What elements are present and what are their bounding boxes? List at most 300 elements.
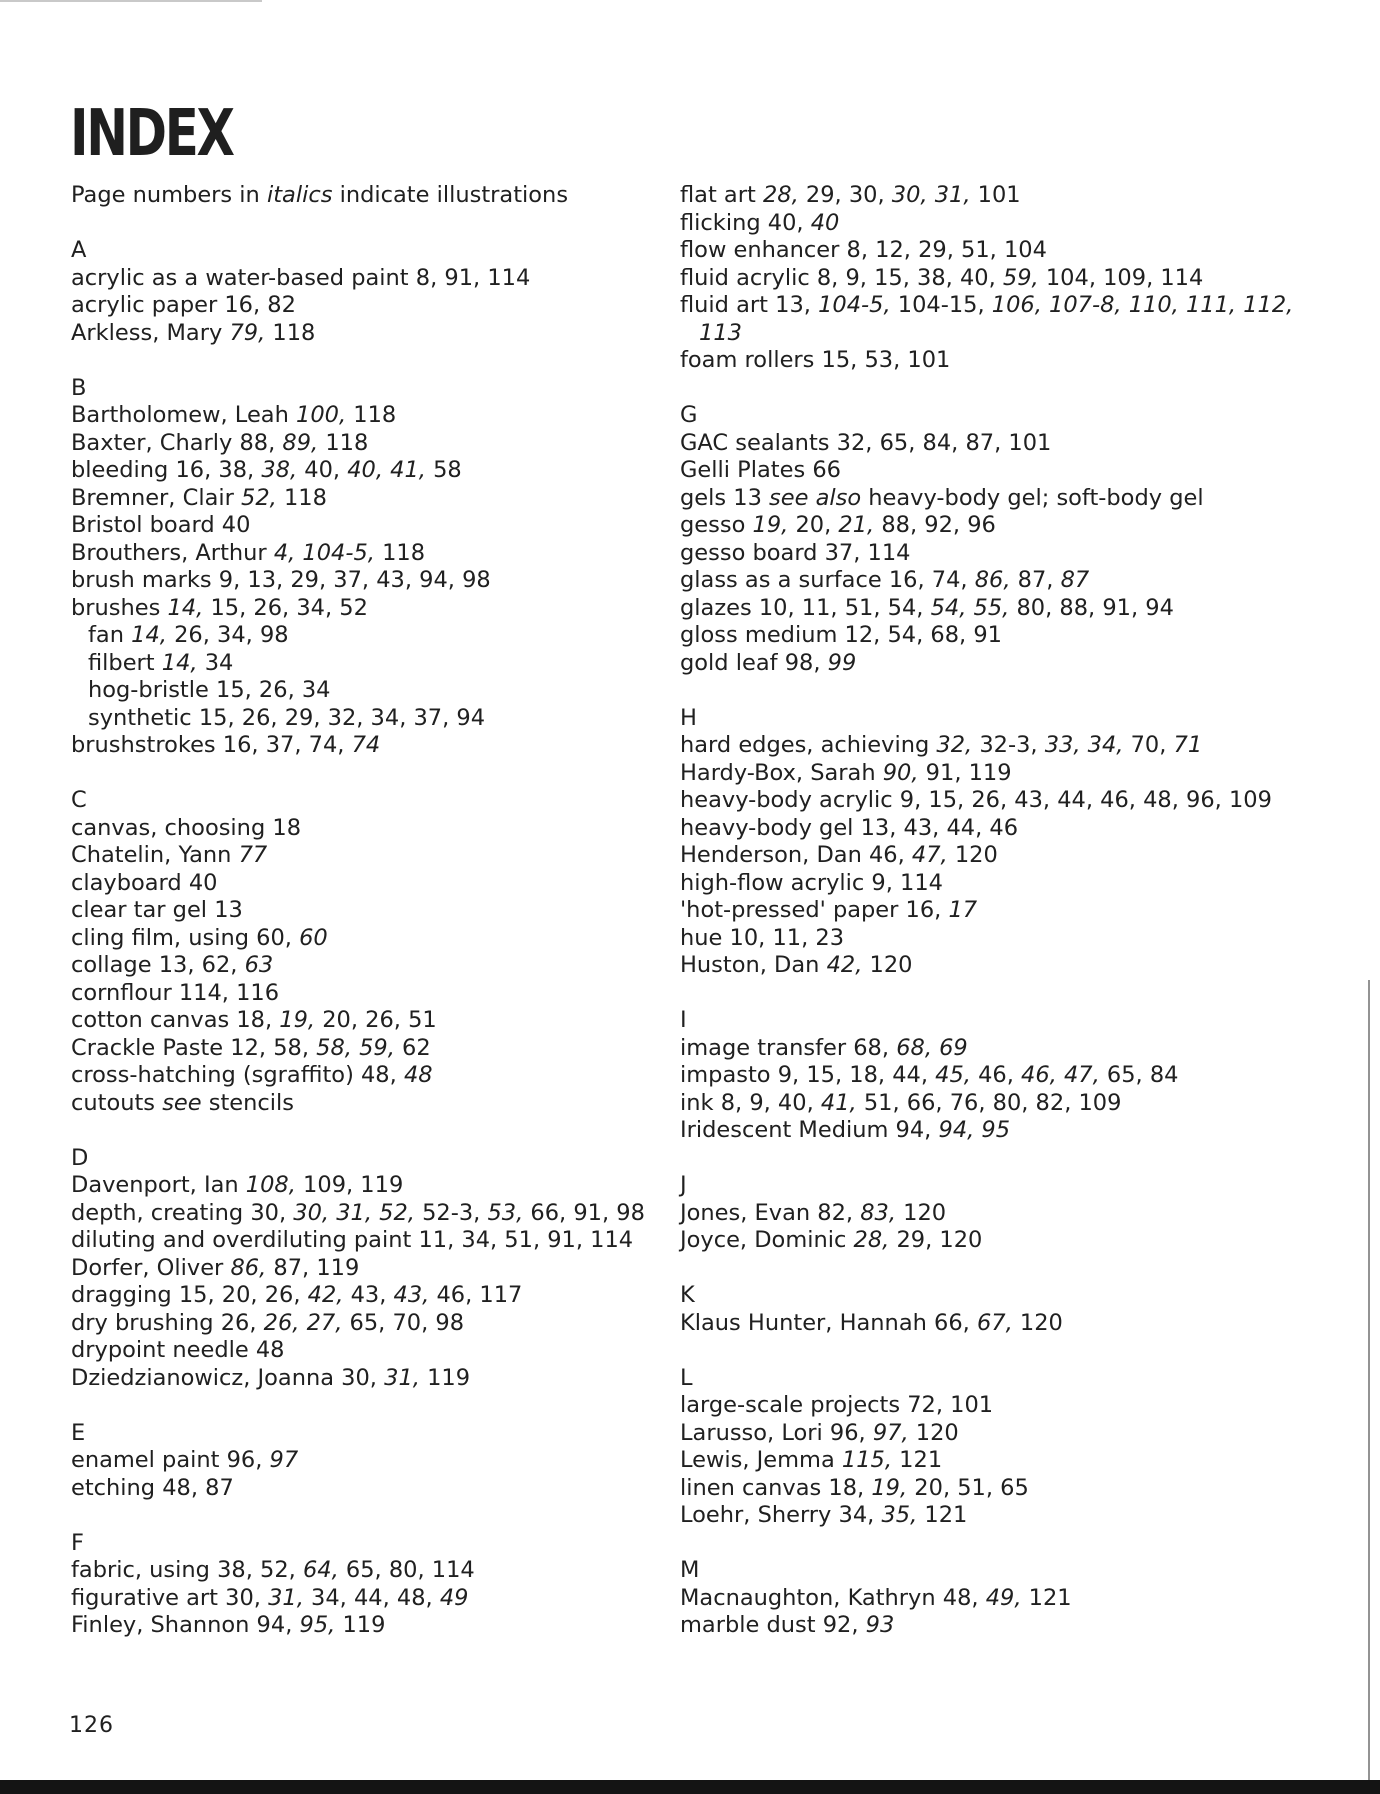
index-column-left — [71, 182, 645, 1640]
section-letter: C — [71, 787, 87, 813]
entry-text: Davenport, Ian — [71, 1172, 246, 1198]
index-subentry — [71, 650, 631, 678]
index-entry — [71, 540, 631, 568]
index-entry — [71, 815, 631, 843]
entry-text: 'hot-pressed' paper 16, — [680, 897, 949, 923]
entry-text: 20, — [788, 512, 839, 538]
index-entry — [680, 1420, 1280, 1448]
entry-text: Crackle Paste 12, 58, — [71, 1034, 317, 1061]
italic-page-ref: 43, — [393, 1282, 430, 1308]
index-entry — [71, 1172, 631, 1200]
entry-text: 32-3, — [972, 732, 1045, 758]
index-section — [680, 1007, 1280, 1145]
entry-text: stencils — [201, 1089, 295, 1116]
italic-page-ref: 40, 41, — [347, 457, 426, 483]
italic-page-ref: 74 — [351, 732, 381, 758]
entry-text: 87, 119 — [266, 1254, 360, 1281]
index-entry — [71, 595, 631, 623]
italic-page-ref: 19, — [871, 1474, 908, 1501]
index-entry — [71, 265, 631, 293]
italic-page-ref: 97 — [269, 1447, 299, 1473]
entry-text: drypoint needle 48 — [71, 1337, 285, 1363]
entry-text: 88, 92, 96 — [874, 512, 996, 538]
index-entry — [680, 952, 1280, 980]
italic-page-ref: 86, — [230, 1254, 267, 1281]
entry-text: fan — [88, 622, 132, 648]
index-entry — [680, 925, 1280, 953]
italic-page-ref: 115, — [841, 1447, 893, 1473]
entry-text: 29, 120 — [889, 1227, 983, 1253]
index-entry — [680, 1062, 1280, 1090]
italic-page-ref: 77 — [238, 842, 268, 868]
index-entry — [71, 1255, 631, 1283]
italic-page-ref: 17 — [948, 897, 978, 923]
entry-text: Chatelin, Yann — [71, 842, 239, 868]
italic-page-ref: 14, — [161, 649, 198, 676]
italic-page-ref: 28, — [762, 182, 799, 208]
entry-text: cotton canvas 18, — [71, 1007, 280, 1033]
index-entry — [71, 402, 631, 430]
page-title: INDEX — [70, 97, 233, 171]
index-subentry — [71, 705, 631, 733]
index-column-right — [680, 182, 1294, 1640]
index-entry — [71, 1612, 631, 1640]
section-letter: G — [680, 402, 698, 428]
entry-text: gold leaf 98, — [680, 649, 828, 676]
entry-text: 20, 51, 65 — [907, 1474, 1029, 1501]
index-entry — [71, 1090, 631, 1118]
index-entry — [680, 1117, 1280, 1145]
index-entry — [680, 732, 1280, 760]
italic-page-ref: 42, — [826, 952, 863, 978]
entry-text: 119 — [419, 1364, 471, 1391]
entry-text: gels 13 — [680, 484, 770, 511]
entry-text: Larusso, Lori 96, — [680, 1419, 873, 1446]
entry-text: impasto 9, 15, 18, 44, — [680, 1062, 936, 1088]
index-entry — [71, 1282, 631, 1310]
italic-page-ref: 14, — [167, 594, 204, 621]
entry-text: linen canvas 18, — [680, 1474, 872, 1501]
index-entry — [680, 1200, 1280, 1228]
entry-text: Gelli Plates 66 — [680, 457, 841, 483]
index-entry — [71, 1447, 631, 1475]
section-letter: I — [680, 1007, 687, 1033]
italic-page-ref: 67, — [976, 1309, 1013, 1336]
entry-text: dry brushing 26, — [71, 1309, 264, 1336]
italic-page-ref: 104-5, — [818, 292, 891, 318]
index-entry — [71, 1365, 631, 1393]
entry-text: cross-hatching (sgraffito) 48, — [71, 1062, 404, 1088]
entry-text: flow enhancer 8, 12, 29, 51, 104 — [680, 237, 1047, 263]
italic-page-ref: 87 — [1060, 567, 1090, 593]
index-entry — [71, 925, 631, 953]
entry-text: Bartholomew, Leah — [71, 402, 296, 428]
index-entry — [680, 265, 1280, 293]
index-entry — [71, 952, 631, 980]
entry-text: 121 — [917, 1502, 968, 1528]
entry-text: 120 — [896, 1199, 947, 1226]
entry-text: 46, — [970, 1062, 1022, 1088]
index-section — [680, 1365, 1280, 1530]
entry-text: enamel paint 96, — [71, 1447, 270, 1473]
italic-page-ref: 54, 55, — [930, 594, 1010, 621]
index-section — [71, 237, 631, 347]
entry-text: 70, — [1123, 732, 1174, 758]
italic-page-ref: 49 — [439, 1584, 469, 1611]
entry-text: heavy-body gel; soft-body gel — [861, 484, 1204, 511]
entry-text: diluting and overdiluting paint 11, 34, 51, 91, 114 — [71, 1227, 634, 1253]
entry-text: bleeding 16, 38, — [71, 457, 262, 483]
index-entry — [71, 1062, 631, 1090]
entry-text: Macnaughton, Kathryn 48, — [680, 1584, 986, 1611]
entry-text: large-scale projects 72, 101 — [680, 1392, 994, 1418]
index-entry — [680, 650, 1280, 678]
entry-text: 121 — [1021, 1584, 1072, 1611]
index-sections-left — [71, 237, 645, 1640]
italic-page-ref: 47, — [911, 842, 948, 868]
entry-text: 118 — [265, 319, 316, 346]
index-sections-right — [680, 182, 1294, 1640]
italic-page-ref: 100, — [296, 402, 347, 428]
entry-text: Dorfer, Oliver — [71, 1254, 231, 1281]
entry-text: fluid art 13, — [680, 292, 819, 318]
entry-text: 118 — [346, 402, 397, 428]
entry-text: Henderson, Dan 46, — [680, 842, 912, 868]
entry-text: 120 — [862, 952, 913, 978]
entry-text: flat art — [680, 182, 763, 208]
index-entry — [680, 815, 1280, 843]
index-subentry — [71, 677, 631, 705]
entry-text: 58 — [425, 457, 462, 483]
entry-text: 118 — [318, 429, 369, 456]
index-entry — [680, 622, 1280, 650]
index-section — [71, 1420, 631, 1503]
entry-text: brush marks 9, 13, 29, 37, 43, 94, 98 — [71, 567, 491, 593]
entry-text: canvas, choosing 18 — [71, 814, 302, 841]
entry-text: 40, — [297, 457, 348, 483]
index-entry — [71, 457, 631, 485]
entry-text: Bristol board 40 — [71, 512, 251, 538]
italic-page-ref: 21, — [838, 512, 875, 538]
index-entry — [680, 1502, 1280, 1530]
index-entry — [680, 485, 1280, 513]
italic-page-ref: 33, 34, — [1044, 732, 1124, 758]
italic-page-ref: 49, — [985, 1584, 1022, 1611]
index-entry — [71, 1199, 645, 1228]
entry-text: 109, 119 — [295, 1172, 404, 1198]
italic-page-ref: 106, 107-8, 110, 111, 112, — [991, 292, 1294, 318]
italic-page-ref: 28, — [853, 1227, 890, 1253]
entry-text: 104, 109, 114 — [1038, 264, 1204, 291]
index-section — [680, 402, 1280, 677]
italic-page-ref: 19, — [279, 1007, 316, 1033]
index-subentry — [71, 622, 631, 650]
top-rule — [0, 0, 262, 2]
index-entry — [680, 760, 1280, 788]
italic-page-ref: 63 — [244, 952, 274, 978]
page-number: 126 — [69, 1713, 114, 1738]
entry-text: Klaus Hunter, Hannah 66, — [680, 1309, 977, 1336]
index-entry — [680, 870, 1280, 898]
entry-text: 46, 117 — [429, 1282, 523, 1308]
entry-text: 65, 84 — [1099, 1062, 1179, 1088]
index-entry — [71, 980, 631, 1008]
index-section — [71, 375, 631, 760]
entry-text: Jones, Evan 82, — [680, 1199, 861, 1226]
entry-text: collage 13, 62, — [71, 952, 245, 978]
index-entry — [71, 1557, 631, 1585]
entry-text: fluid acrylic 8, 9, 15, 38, 40, — [680, 264, 1003, 291]
entry-text: acrylic paper 16, 82 — [71, 292, 296, 318]
index-entry — [680, 457, 1280, 485]
entry-text: filbert — [88, 649, 162, 676]
entry-text: gesso board 37, 114 — [680, 539, 911, 566]
entry-text: 62 — [394, 1034, 431, 1061]
index-entry — [71, 292, 631, 320]
entry-text: Lewis, Jemma — [680, 1447, 842, 1473]
entry-text: Dziedzianowicz, Joanna 30, — [71, 1364, 385, 1391]
italic-page-ref: 58, 59, — [316, 1034, 395, 1061]
entry-text: glass as a surface 16, 74, — [680, 567, 975, 593]
index-entry — [71, 732, 631, 760]
entry-text: Iridescent Medium 94, — [680, 1117, 939, 1143]
italic-page-ref: 59, — [1002, 264, 1039, 291]
italic-page-ref: 41, — [820, 1089, 857, 1116]
entry-text: dragging 15, 20, 26, — [71, 1282, 308, 1308]
section-letter: B — [71, 374, 87, 401]
index-section — [71, 1530, 631, 1640]
italic-page-ref: 89, — [282, 429, 319, 456]
section-letter: E — [71, 1419, 86, 1446]
index-entry-continuation — [680, 320, 1280, 348]
index-entry — [71, 897, 631, 925]
italic-page-ref: 31, — [268, 1584, 304, 1611]
index-entry — [680, 1612, 1280, 1640]
entry-text: Brouthers, Arthur — [71, 539, 274, 566]
entry-text: 66, 91, 98 — [523, 1199, 645, 1226]
entry-text: hog-bristle 15, 26, 34 — [88, 677, 331, 703]
entry-text: brushes — [71, 594, 168, 621]
entry-text: acrylic as a water-based paint 8, 91, 114 — [71, 264, 531, 291]
index-entry — [71, 1585, 631, 1613]
italic-page-ref: 90, — [882, 759, 919, 786]
entry-text: cornflour 114, 116 — [71, 979, 280, 1006]
entry-text: 120 — [1012, 1309, 1063, 1336]
entry-text: figurative art 30, — [71, 1584, 269, 1611]
index-entry — [71, 512, 631, 540]
entry-text: 65, 70, 98 — [342, 1309, 465, 1336]
entry-text: gloss medium 12, 54, 68, 91 — [680, 622, 1002, 648]
entry-text: synthetic 15, 26, 29, 32, 34, 37, 94 — [88, 704, 486, 731]
entry-text: 87, — [1010, 567, 1061, 593]
italic-page-ref: 26, 27, — [263, 1309, 343, 1336]
index-entry — [680, 512, 1280, 540]
italic-page-ref: 99 — [827, 649, 857, 676]
entry-text: glazes 10, 11, 51, 54, — [680, 594, 931, 621]
index-section — [680, 705, 1280, 980]
italic-page-ref: 35, — [881, 1502, 918, 1528]
italic-page-ref: 86, — [974, 567, 1011, 593]
section-letter: H — [680, 704, 697, 731]
entry-text: high-flow acrylic 9, 114 — [680, 869, 943, 896]
index-entry — [71, 1475, 631, 1503]
italic-page-ref: italics — [266, 182, 333, 208]
section-letter: A — [71, 237, 87, 263]
entry-text: marble dust 92, — [680, 1612, 866, 1638]
entry-text: hue 10, 11, 23 — [680, 924, 845, 951]
index-intro-note — [71, 182, 631, 210]
italic-page-ref: 83, — [860, 1199, 896, 1226]
entry-text: Huston, Dan — [680, 952, 827, 978]
italic-page-ref: 71 — [1173, 732, 1203, 758]
index-entry — [71, 1310, 631, 1338]
entry-text: 20, 26, 51 — [315, 1007, 437, 1033]
entry-text: Hardy-Box, Sarah — [680, 759, 883, 786]
index-section — [71, 787, 631, 1117]
entry-text: 119 — [335, 1612, 386, 1638]
entry-text: 120 — [947, 842, 998, 868]
index-section — [71, 1144, 645, 1393]
entry-text: cutouts — [71, 1089, 163, 1116]
index-entry — [71, 567, 631, 595]
entry-text: 34, 44, 48, — [303, 1584, 440, 1611]
index-entry — [680, 787, 1280, 815]
index-entry — [680, 1392, 1280, 1420]
italic-page-ref: 19, — [752, 512, 789, 538]
italic-page-ref: 97, — [872, 1419, 909, 1446]
entry-text: fabric, using 38, 52, — [71, 1557, 303, 1583]
entry-text: 104-15, — [890, 292, 992, 318]
entry-text: indicate illustrations — [332, 182, 569, 208]
italic-page-ref: 93 — [865, 1612, 895, 1638]
index-entry — [680, 237, 1280, 265]
entry-text: 65, 80, 114 — [338, 1557, 475, 1583]
index-entry — [680, 842, 1280, 870]
entry-text: 29, 30, — [798, 182, 892, 208]
entry-text: 26, 34, 98 — [166, 622, 289, 648]
page-edge — [1368, 980, 1370, 1780]
entry-text: 52-3, — [414, 1199, 488, 1226]
index-section — [680, 1557, 1280, 1640]
index-entry — [680, 897, 1280, 925]
italic-page-ref: see — [162, 1089, 202, 1116]
section-letter: D — [71, 1144, 89, 1171]
entry-text: 43, — [343, 1282, 394, 1308]
italic-page-ref: 52, — [241, 484, 277, 511]
italic-page-ref: 94, 95 — [938, 1117, 1011, 1143]
index-entry — [680, 595, 1280, 623]
section-letter: K — [680, 1282, 695, 1308]
italic-page-ref: 48 — [403, 1062, 433, 1088]
italic-page-ref: 4, 104-5, — [273, 539, 375, 566]
entry-text: hard edges, achieving — [680, 732, 937, 758]
entry-text: gesso — [680, 512, 753, 538]
entry-text: Bremner, Clair — [71, 484, 242, 511]
italic-page-ref: 79, — [229, 319, 266, 346]
entry-text: 118 — [374, 539, 426, 566]
index-entry — [680, 347, 1280, 375]
index-entry — [680, 1090, 1280, 1118]
index-entry — [680, 1475, 1280, 1503]
index-entry — [680, 1585, 1280, 1613]
index-section — [680, 1282, 1280, 1337]
entry-text: Page numbers in — [71, 182, 267, 208]
entry-text: Finley, Shannon 94, — [71, 1612, 300, 1638]
italic-page-ref: 53, — [487, 1199, 524, 1226]
index-entry — [71, 430, 631, 458]
entry-text: 51, 66, 76, 80, 82, 109 — [856, 1089, 1122, 1116]
italic-page-ref: 32, — [936, 732, 973, 758]
entry-text: heavy-body acrylic 9, 15, 26, 43, 44, 46, 48, 96, 109 — [680, 787, 1272, 813]
entry-text: 80, 88, 91, 94 — [1009, 594, 1174, 621]
index-section — [680, 182, 1294, 375]
entry-text: cling film, using 60, — [71, 924, 300, 951]
section-letter: J — [680, 1172, 687, 1198]
bottom-scan-band — [0, 1780, 1380, 1794]
entry-text: depth, creating 30, — [71, 1199, 294, 1226]
entry-text: Baxter, Charly 88, — [71, 429, 283, 456]
italic-page-ref: 14, — [131, 622, 167, 648]
entry-text: etching 48, 87 — [71, 1474, 234, 1501]
entry-text: foam rollers 15, 53, 101 — [680, 347, 951, 373]
index-entry — [680, 1035, 1280, 1063]
index-entry — [71, 485, 631, 513]
entry-text: brushstrokes 16, 37, 74, — [71, 732, 352, 758]
entry-text: heavy-body gel 13, 43, 44, 46 — [680, 814, 1019, 841]
italic-page-ref: see also — [769, 484, 862, 511]
entry-text: Arkless, Mary — [71, 319, 230, 346]
italic-page-ref: 68, 69 — [896, 1034, 968, 1061]
italic-page-ref: 60 — [299, 924, 328, 951]
italic-page-ref: 64, — [302, 1557, 339, 1583]
entry-text: 34 — [197, 649, 234, 676]
italic-page-ref: 42, — [307, 1282, 344, 1308]
index-entry — [680, 1310, 1280, 1338]
italic-page-ref: 113 — [699, 319, 742, 346]
index-entry — [680, 292, 1294, 320]
entry-text: 101 — [970, 182, 1021, 208]
entry-text: 121 — [892, 1447, 943, 1473]
entry-text: ink 8, 9, 40, — [680, 1089, 821, 1116]
entry-text: GAC sealants 32, 65, 84, 87, 101 — [680, 429, 1052, 456]
entry-text: image transfer 68, — [680, 1034, 897, 1061]
index-entry — [71, 320, 631, 348]
index-entry — [680, 1227, 1280, 1255]
section-letter: L — [680, 1364, 693, 1391]
italic-page-ref: 30, 31, 52, — [293, 1199, 415, 1226]
index-entry — [71, 1337, 631, 1365]
index-entry — [680, 1447, 1280, 1475]
index-entry — [680, 182, 1280, 210]
index-entry — [680, 540, 1280, 568]
index-entry — [71, 870, 631, 898]
italic-page-ref: 38, — [261, 457, 298, 483]
italic-page-ref: 108, — [245, 1172, 296, 1198]
entry-text: Loehr, Sherry 34, — [680, 1502, 882, 1528]
index-entry — [680, 430, 1280, 458]
entry-text: 91, 119 — [918, 759, 1012, 786]
entry-text: Joyce, Dominic — [680, 1227, 854, 1253]
section-letter: F — [71, 1529, 84, 1556]
entry-text: 118 — [276, 484, 327, 511]
italic-page-ref: 30, 31, — [891, 182, 971, 208]
index-entry — [71, 1227, 634, 1255]
index-section — [680, 1172, 1280, 1255]
entry-text: 15, 26, 34, 52 — [203, 594, 368, 621]
entry-text: clayboard 40 — [71, 869, 218, 896]
italic-page-ref: 45, — [935, 1062, 971, 1088]
index-entry — [71, 1007, 631, 1035]
